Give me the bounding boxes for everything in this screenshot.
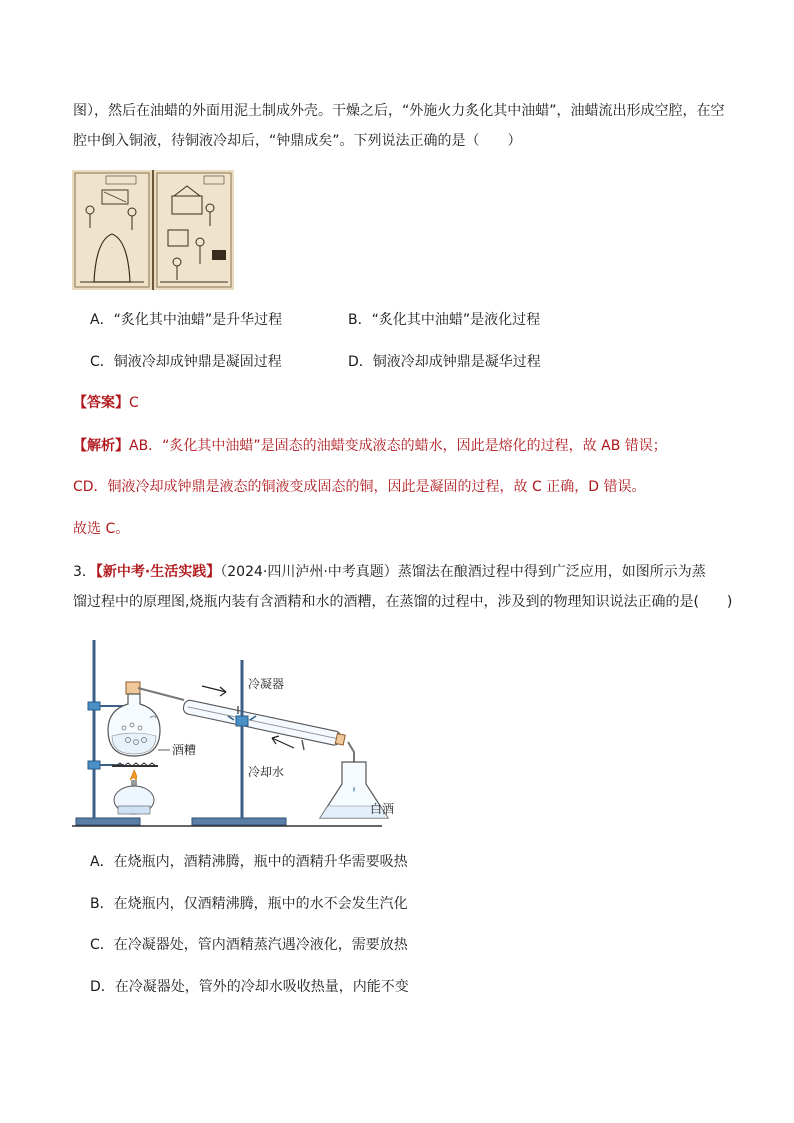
q3-option-b: B．在烧瓶内，仅酒精沸腾，瓶中的水不会发生汽化 xyxy=(90,896,408,912)
label-liquor: 白酒 xyxy=(370,802,395,816)
q3-number: 3． xyxy=(73,564,96,580)
answer-value: C xyxy=(129,395,139,411)
analysis-text-1: AB．“炙化其中油蜡”是固态的油蜡变成液态的蜡水，因此是熔化的过程，故 AB 错误； xyxy=(129,438,667,454)
q3-option-a: A．在烧瓶内，酒精沸腾，瓶中的酒精升华需要吸热 xyxy=(90,854,408,870)
q3-option-d: D．在冷凝器处，管外的冷却水吸收热量，内能不变 xyxy=(90,979,409,995)
q3-text-1: （2024·四川泸州·中考真题）蒸馏法在酿酒过程中得到广泛应用，如图所示为蒸 xyxy=(220,564,706,580)
q2-analysis-line-2: CD．铜液冷却成钟鼎是液态的铜液变成固态的铜，因此是凝固的过程，故 C 正确，D 错误。 xyxy=(73,479,646,495)
q3-option-c: C．在冷凝器处，管内酒精蒸汽遇冷液化，需要放热 xyxy=(90,937,408,953)
q2-conclusion: 故选 C。 xyxy=(73,521,130,537)
q2-answer xyxy=(73,393,139,413)
q2-option-c: C．铜液冷却成钟鼎是凝固过程 xyxy=(90,354,282,370)
label-cooling-water: 冷却水 xyxy=(248,765,285,779)
label-mash: 酒糟 xyxy=(172,743,197,757)
q2-option-a: A．“炙化其中油蜡”是升华过程 xyxy=(90,312,283,328)
label-condenser: 冷凝器 xyxy=(248,677,285,691)
ancient-book-illustration xyxy=(72,170,234,290)
q2-option-d: D．铜液冷却成钟鼎是凝华过程 xyxy=(348,354,541,370)
q3-tag: 【新中考·生活实践】 xyxy=(95,564,221,580)
q3-text-line-1 xyxy=(73,562,706,582)
q2-option-b: B．“炙化其中油蜡”是液化过程 xyxy=(348,312,541,328)
distillation-diagram xyxy=(72,630,412,830)
q2-analysis-line-1 xyxy=(73,436,667,456)
q2-text-line-2: 腔中倒入铜液，待铜液冷却后，“钟鼎成矣”。下列说法正确的是（ ） xyxy=(73,133,522,149)
q2-text-line-1: 图），然后在油蜡的外面用泥土制成外壳。干燥之后，“外施火力炙化其中油蜡”，油蜡流出形成空腔，在空 xyxy=(73,103,725,119)
q3-text-line-2: 馏过程中的原理图,烧瓶内装有含酒精和水的酒糟，在蒸馏的过程中，涉及到的物理知识说法正确的是( ) xyxy=(73,594,733,610)
analysis-tag: 【解析】 xyxy=(73,438,129,454)
answer-tag: 【答案】 xyxy=(73,395,129,411)
